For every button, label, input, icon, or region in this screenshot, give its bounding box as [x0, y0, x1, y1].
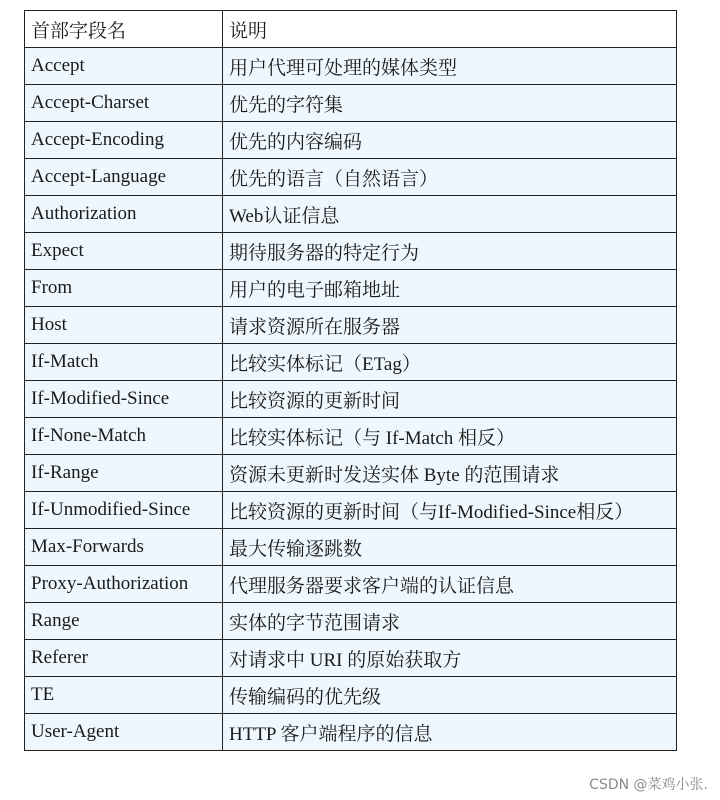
table-body: [25, 48, 677, 751]
table-row: [25, 603, 677, 640]
table-row: [25, 48, 677, 85]
header-field-description-cell: Web认证信息: [223, 196, 677, 233]
table-row: [25, 714, 677, 751]
header-field-description-cell: 代理服务器要求客户端的认证信息: [223, 566, 677, 603]
header-field-name-cell: Authorization: [25, 196, 223, 233]
header-field-description-cell: 期待服务器的特定行为: [223, 233, 677, 270]
header-field-name-cell: Host: [25, 307, 223, 344]
csdn-watermark: CSDN @菜鸡小张.: [589, 777, 708, 793]
header-field-description-cell: 最大传输逐跳数: [223, 529, 677, 566]
header-fields-table-container: [24, 10, 676, 751]
header-field-description-cell: HTTP 客户端程序的信息: [223, 714, 677, 751]
header-field-name-cell: If-None-Match: [25, 418, 223, 455]
header-field-description-cell: 用户代理可处理的媒体类型: [223, 48, 677, 85]
table-row: [25, 381, 677, 418]
header-field-description-cell: 比较实体标记（与 If-Match 相反）: [223, 418, 677, 455]
header-field-name-cell: User-Agent: [25, 714, 223, 751]
table-row: [25, 307, 677, 344]
column-header-description: 说明: [223, 11, 677, 48]
table-row: [25, 418, 677, 455]
header-field-description-cell: 优先的字符集: [223, 85, 677, 122]
table-row: [25, 640, 677, 677]
header-field-description-cell: 传输编码的优先级: [223, 677, 677, 714]
table-row: [25, 270, 677, 307]
header-field-description-cell: 优先的语言（自然语言）: [223, 159, 677, 196]
header-field-name-cell: From: [25, 270, 223, 307]
header-field-name-cell: Accept-Language: [25, 159, 223, 196]
table-row: [25, 529, 677, 566]
header-field-description-cell: 对请求中 URI 的原始获取方: [223, 640, 677, 677]
table-header-row: [25, 11, 677, 48]
header-field-description-cell: 比较资源的更新时间（与If-Modified-Since相反）: [223, 492, 677, 529]
header-field-name-cell: If-Modified-Since: [25, 381, 223, 418]
table-row: [25, 677, 677, 714]
header-field-description-cell: 实体的字节范围请求: [223, 603, 677, 640]
header-field-description-cell: 优先的内容编码: [223, 122, 677, 159]
table-row: [25, 566, 677, 603]
header-field-name-cell: Max-Forwards: [25, 529, 223, 566]
request-header-fields-table: [24, 10, 677, 751]
header-field-description-cell: 比较资源的更新时间: [223, 381, 677, 418]
header-field-name-cell: TE: [25, 677, 223, 714]
table-row: [25, 233, 677, 270]
header-field-name-cell: Accept-Charset: [25, 85, 223, 122]
table-row: [25, 344, 677, 381]
header-field-name-cell: Expect: [25, 233, 223, 270]
header-field-name-cell: Range: [25, 603, 223, 640]
header-field-description-cell: 请求资源所在服务器: [223, 307, 677, 344]
table-row: [25, 122, 677, 159]
table-row: [25, 455, 677, 492]
header-field-name-cell: Referer: [25, 640, 223, 677]
header-field-description-cell: 资源未更新时发送实体 Byte 的范围请求: [223, 455, 677, 492]
header-field-description-cell: 用户的电子邮箱地址: [223, 270, 677, 307]
header-field-name-cell: Proxy-Authorization: [25, 566, 223, 603]
header-field-name-cell: If-Range: [25, 455, 223, 492]
table-row: [25, 159, 677, 196]
table-row: [25, 196, 677, 233]
column-header-field-name: 首部字段名: [25, 11, 223, 48]
header-field-name-cell: Accept: [25, 48, 223, 85]
header-field-description-cell: 比较实体标记（ETag）: [223, 344, 677, 381]
header-field-name-cell: Accept-Encoding: [25, 122, 223, 159]
header-field-name-cell: If-Unmodified-Since: [25, 492, 223, 529]
header-field-name-cell: If-Match: [25, 344, 223, 381]
table-row: [25, 492, 677, 529]
table-row: [25, 85, 677, 122]
